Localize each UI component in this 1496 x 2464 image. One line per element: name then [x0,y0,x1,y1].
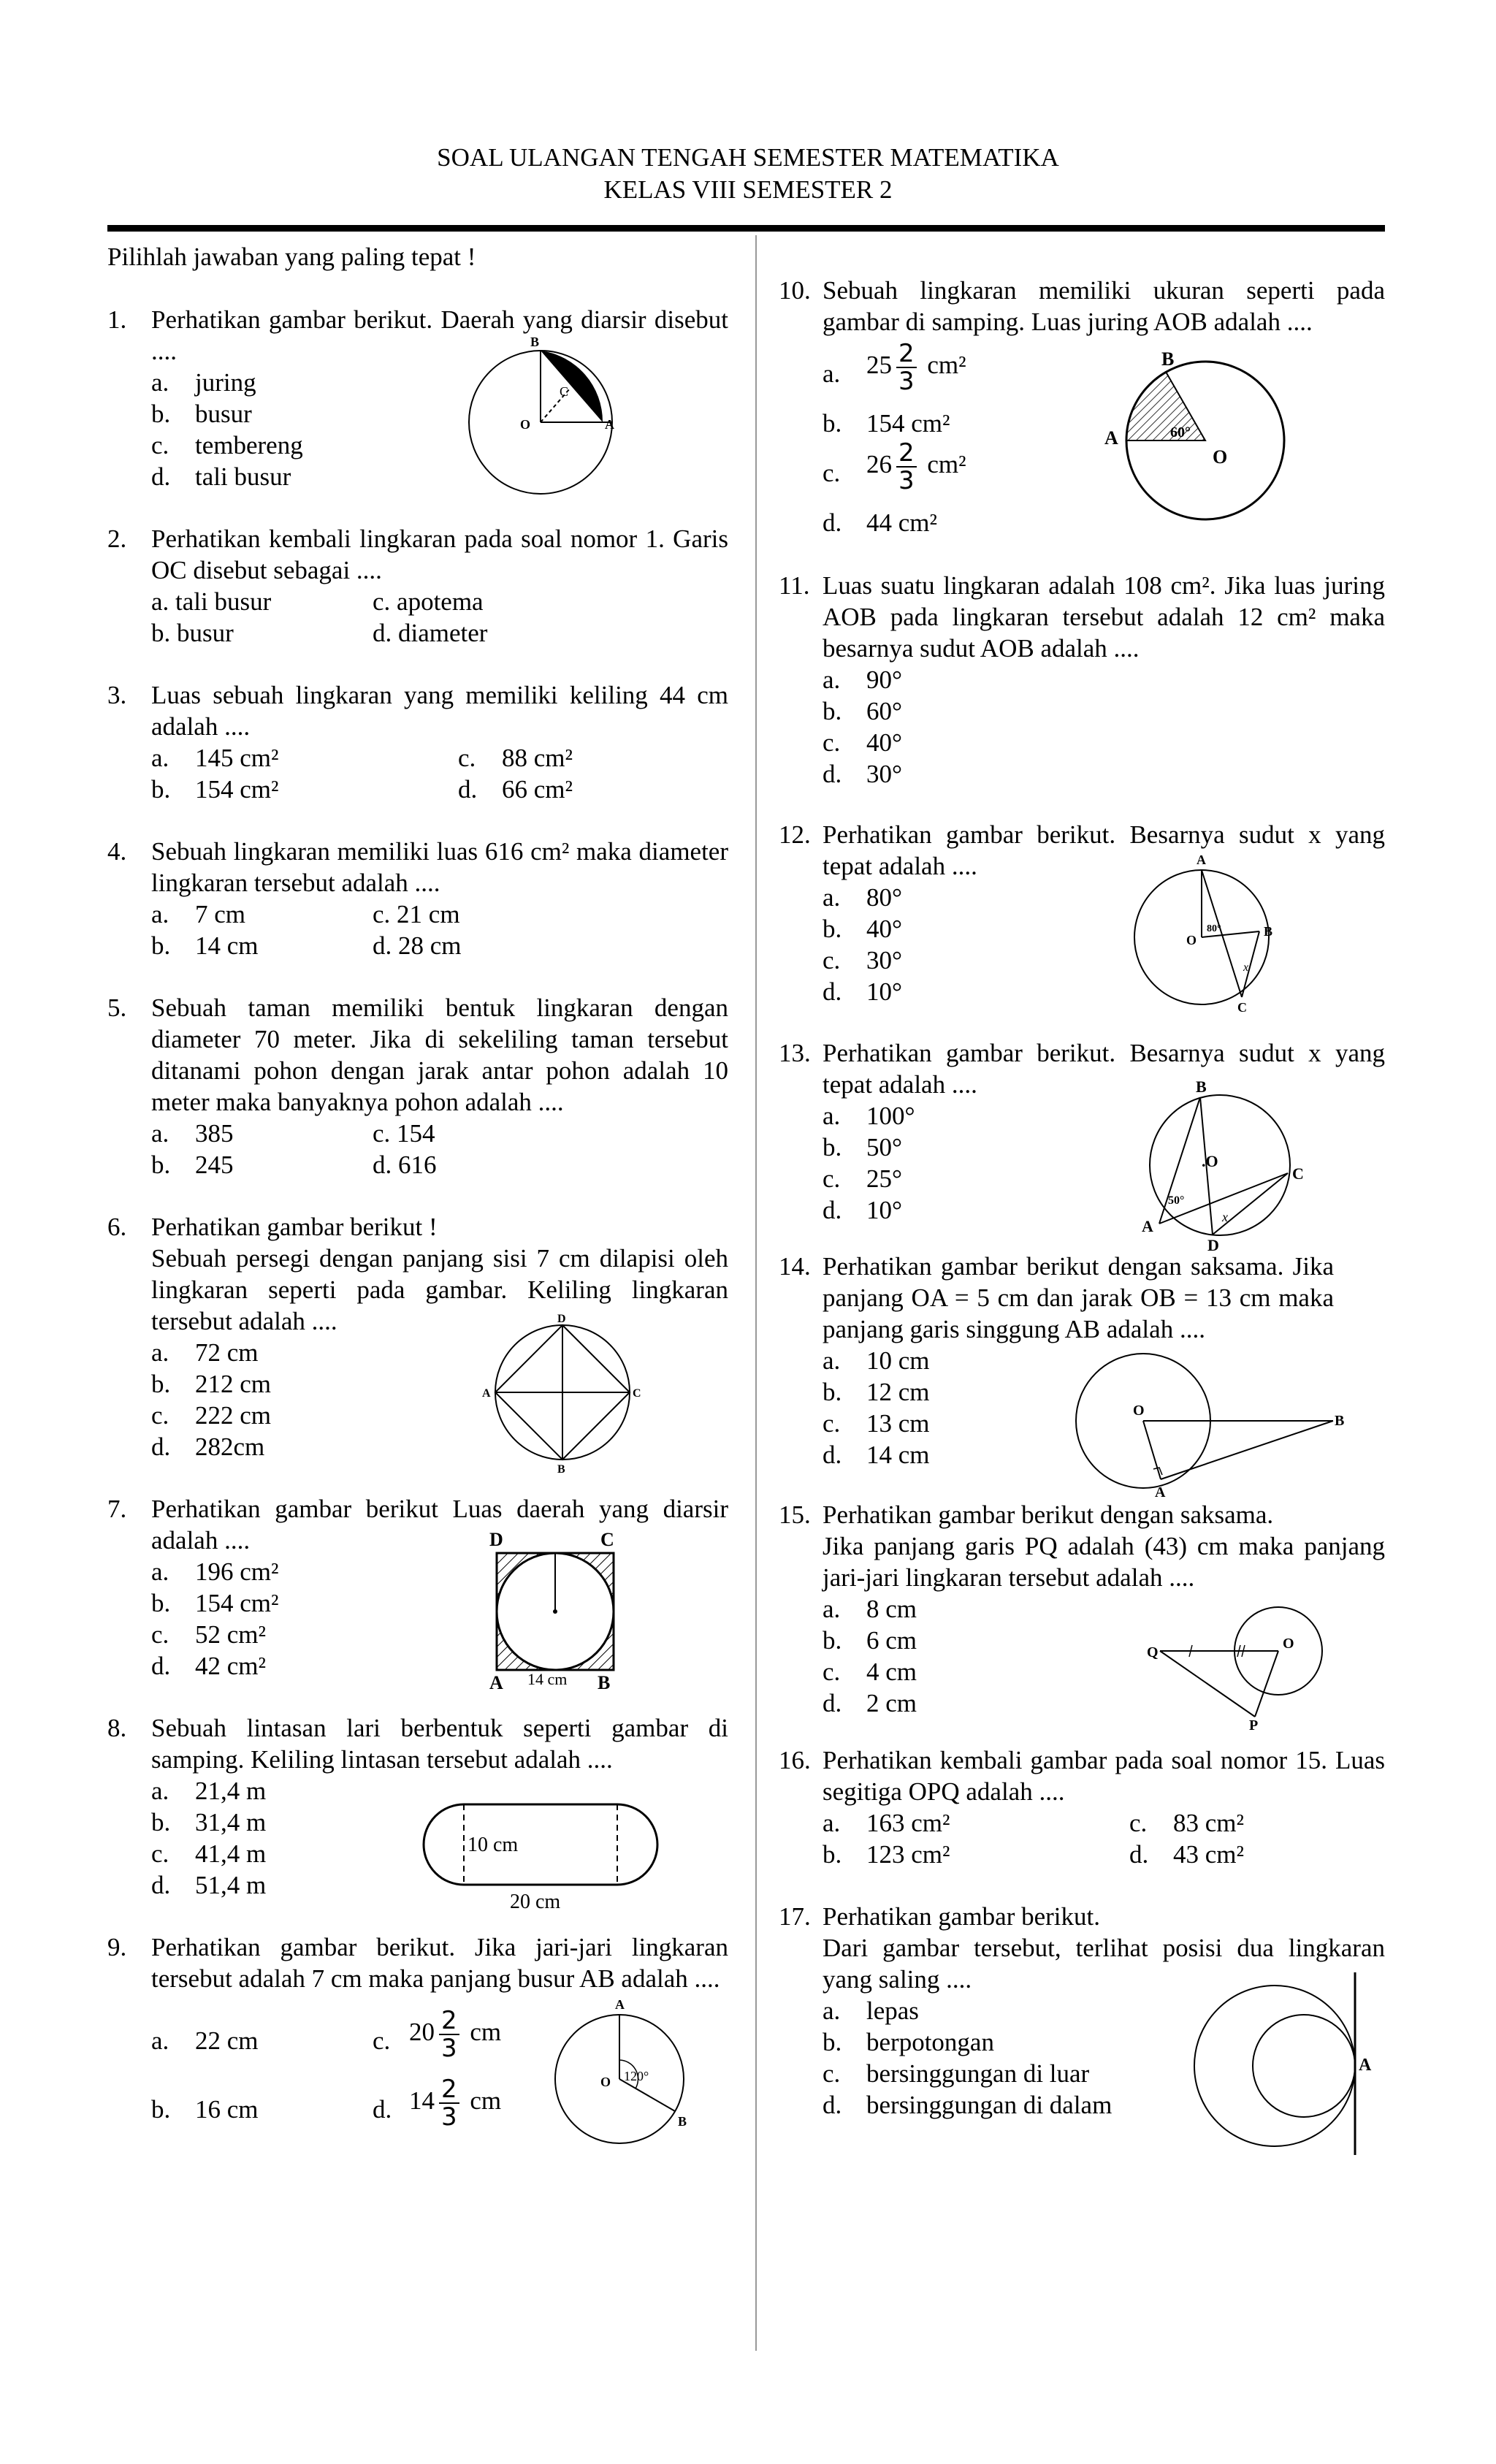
option-d-letter[interactable]: d. [151,1433,171,1461]
option-a-letter[interactable]: a. [823,1102,841,1130]
label-o: O [1186,933,1197,947]
option-a-letter[interactable]: a. [823,359,841,388]
question-text: Perhatikan gambar berikut Luas daerah yang diarsir adalah .... [151,1495,728,1555]
question-number: 4. [107,837,127,866]
question-text: Perhatikan gambar berikut. Jika jari-jari lingkaran tersebut adalah 7 cm maka panjang busur AB adalah .... [151,1933,728,1993]
option-b-letter[interactable]: b. [151,1370,171,1398]
option-b-letter[interactable]: b. [823,697,842,725]
question-text: Perhatikan kembali lingkaran pada soal nomor 1. Garis OC disebut sebagai .... [151,525,728,584]
figure-q10-sector [1103,349,1293,539]
instruction: Pilihlah jawaban yang paling tepat ! [107,243,476,271]
option-c[interactable]: 30° [866,946,902,974]
option-b-letter[interactable]: b. [823,1626,842,1655]
option-b-letter[interactable]: b. [151,400,171,428]
figure-q14-tangent [1070,1355,1362,1501]
option-b[interactable]: 40° [866,915,902,943]
option-c[interactable]: bersinggungan di luar [866,2059,1090,2088]
option-b-letter[interactable]: b. [151,1589,171,1617]
option-b-letter[interactable]: b. [823,1133,842,1162]
option-d[interactable]: 44 cm² [866,508,938,537]
option-b[interactable]: 6 cm [866,1626,917,1655]
option-d[interactable]: 2 cm [866,1689,917,1717]
figure-q12-circle [1118,851,1286,1019]
label-o: .O [1202,1152,1218,1170]
option-a[interactable]: 163 cm² [866,1809,950,1837]
option-d-letter[interactable]: d. [458,775,478,804]
question-text: Perhatikan gambar berikut. Besarnya sudut x yang tepat adalah .... [823,820,1385,880]
option-a[interactable]: juring [195,368,256,397]
option-c[interactable]: 41,4 m [195,1839,267,1868]
option-a-letter[interactable]: a. [151,1777,169,1805]
question-number: 3. [107,681,127,709]
label-angle: 50° [1168,1194,1185,1207]
option-d-letter[interactable]: d. [823,977,842,1006]
option-c[interactable]: 20 $\frac{2}{3}$ cm [409,2006,502,2063]
question-number: 14. [779,1252,811,1281]
option-c-letter[interactable]: c. [823,1164,841,1193]
option-c-letter[interactable]: c. [458,744,476,772]
option-a[interactable]: 7 cm [195,900,246,928]
option-b[interactable]: 60° [866,697,902,725]
option-b[interactable]: 16 cm [195,2095,259,2124]
option-d[interactable]: 66 cm² [502,775,573,804]
label-q: Q [1147,1644,1159,1660]
header-rule [107,225,1385,232]
label-b: B [1264,924,1273,939]
question-text: Sebuah taman memiliki bentuk lingkaran dengan diameter 70 meter. Jika di sekeliling taman tersebut ditanami pohon dengan jarak antar pohon adalah 10 meter maka banyaknya pohon adalah .... [151,993,728,1116]
figure-q6-square-in-circle [475,1315,650,1476]
question-text: Jika panjang garis PQ adalah (43) cm maka panjang jari-jari lingkaran tersebut adalah .... [823,1532,1385,1592]
option-d-letter[interactable]: d. [1129,1840,1149,1869]
option-b-letter[interactable]: b. [823,2028,842,2056]
option-d[interactable]: d. 616 [373,1151,437,1179]
option-a[interactable]: a. tali busur [151,587,272,616]
option-b[interactable]: 14 cm [195,931,259,960]
option-a[interactable]: 10 cm [866,1346,930,1375]
option-b[interactable]: b. busur [151,619,234,647]
option-d[interactable]: bersinggungan di dalam [866,2091,1113,2119]
option-b-letter[interactable]: b. [823,1378,842,1406]
option-c[interactable]: c. 21 cm [373,900,460,928]
label-angle: 120° [624,2069,649,2083]
option-a[interactable]: 22 cm [195,2026,259,2055]
option-d-letter[interactable]: d. [373,2095,392,2124]
question-text-intro: Perhatikan gambar berikut ! [151,1213,438,1241]
option-c-letter[interactable]: c. [823,1409,841,1438]
option-d-letter[interactable]: d. [823,1196,842,1224]
option-c-letter[interactable]: c. [823,1658,841,1686]
label-d: D [489,1529,503,1550]
label-o: O [600,2075,611,2089]
question-text: Perhatikan gambar berikut. Besarnya sudut x yang tepat adalah .... [823,1039,1385,1099]
option-c[interactable]: 13 cm [866,1409,930,1438]
question-number: 8. [107,1714,127,1742]
option-a-letter[interactable]: a. [151,1338,169,1367]
question-text: Perhatikan gambar berikut. Daerah yang diarsir disebut .... [151,305,728,365]
label-p: P [1249,1717,1259,1733]
option-b-letter[interactable]: b. [151,1151,171,1179]
option-b-letter[interactable]: b. [151,775,171,804]
option-d-letter[interactable]: d. [151,462,171,491]
label-x: x [1222,1210,1228,1224]
question-number: 12. [779,820,811,849]
option-d-letter[interactable]: d. [151,1652,171,1680]
option-c-letter[interactable]: c. [823,459,841,487]
option-b-letter[interactable]: b. [151,2095,171,2124]
option-a[interactable]: 145 cm² [195,744,279,772]
label-x: x [1243,961,1249,974]
option-d[interactable]: 14 $\frac{2}{3}$ cm [409,2075,502,2132]
figure-q13-circle [1129,1077,1318,1256]
option-b[interactable]: 123 cm² [866,1840,950,1869]
option-a[interactable]: 25 $\frac{2}{3}$ cm² [866,339,966,396]
option-a-letter[interactable]: a. [823,1809,841,1837]
option-d[interactable]: tali busur [195,462,291,491]
page-subtitle: KELAS VIII SEMESTER 2 [603,175,893,204]
option-c-letter[interactable]: c. [373,2026,391,2055]
option-d[interactable]: 51,4 m [195,1871,267,1899]
label-o: O [1213,446,1228,468]
option-c-letter[interactable]: c. [151,1401,169,1430]
question-text: Sebuah lingkaran memiliki luas 616 cm² maka diameter lingkaran tersebut adalah .... [151,837,728,897]
question-text: Perhatikan kembali gambar pada soal nomor 15. Luas segitiga OPQ adalah .... [823,1746,1385,1806]
label-c: C [1292,1164,1304,1183]
label-a: A [482,1387,491,1400]
option-d[interactable]: d. 28 cm [373,931,462,960]
option-d[interactable]: 30° [866,760,902,788]
option-b[interactable]: 50° [866,1133,902,1162]
option-d[interactable]: 282cm [195,1433,265,1461]
option-a[interactable]: 80° [866,883,902,912]
figure-q8-track [416,1797,665,1914]
label-d: D [1207,1236,1219,1254]
option-a-letter[interactable]: a. [823,1595,841,1623]
option-d[interactable]: 10° [866,1196,902,1224]
option-a[interactable]: 21,4 m [195,1777,267,1805]
figure-q7-circle-in-square [482,1527,628,1695]
question-text-intro: Perhatikan gambar berikut dengan saksama. [823,1500,1274,1529]
option-c-letter[interactable]: c. [151,431,169,459]
figure-q15-tangent [1147,1607,1322,1731]
option-c-letter[interactable]: c. [823,2059,841,2088]
label-b: B [530,335,540,349]
option-c-letter[interactable]: c. [1129,1809,1148,1837]
option-c[interactable]: 222 cm [195,1401,272,1430]
figure-q9-arc [555,1994,701,2155]
option-d[interactable]: d. diameter [373,619,488,647]
label-width: 20 cm [510,1891,561,1913]
option-c[interactable]: c. 154 [373,1119,435,1148]
option-c[interactable]: tembereng [195,431,303,459]
label-b: B [557,1463,565,1476]
option-d[interactable]: 10° [866,977,902,1006]
label-c: C [600,1529,614,1550]
question-number: 10. [779,276,811,305]
question-number: 7. [107,1495,127,1523]
option-a[interactable]: 72 cm [195,1338,259,1367]
option-c-letter[interactable]: c. [823,728,841,757]
question-number: 2. [107,525,127,553]
option-a-letter[interactable]: a. [151,1557,169,1586]
option-c[interactable]: 25° [866,1164,902,1193]
label-a: A [1155,1484,1166,1500]
label-o: O [1133,1403,1145,1419]
label-a: A [1359,2056,1372,2075]
label-a: A [1197,853,1206,867]
option-a[interactable]: 8 cm [866,1595,917,1623]
label-angle: 80° [1207,923,1221,934]
option-b[interactable]: busur [195,400,252,428]
option-b[interactable]: 212 cm [195,1370,272,1398]
option-d-letter[interactable]: d. [823,1441,842,1469]
option-b[interactable]: 154 cm² [195,1589,279,1617]
label-a: A [1104,427,1118,449]
option-b[interactable]: 154 cm² [866,409,950,438]
question-number: 13. [779,1039,811,1067]
page-title: SOAL ULANGAN TENGAH SEMESTER MATEMATIKA [437,143,1059,172]
option-b[interactable]: berpotongan [866,2028,994,2056]
option-b-letter[interactable]: b. [823,915,842,943]
question-text: Sebuah persegi dengan panjang sisi 7 cm dilapisi oleh lingkaran seperti pada gambar. Keliling lingkaran tersebut adalah .... [151,1244,728,1335]
label-b: B [598,1672,611,1693]
option-c-letter[interactable]: c. [151,1620,169,1649]
question-number: 9. [107,1933,127,1961]
question-number: 5. [107,993,127,1022]
option-a-letter[interactable]: a. [823,883,841,912]
label-b: B [1335,1413,1345,1429]
option-a[interactable]: lepas [866,1996,919,2025]
label-a: A [615,1997,625,2012]
option-b-letter[interactable]: b. [823,1840,842,1869]
option-a-letter[interactable]: a. [823,1996,841,2025]
question-text: Perhatikan gambar berikut dengan saksama. Jika panjang OA = 5 cm dan jarak OB = 13 cm maka panjang garis singgung AB adalah .... [823,1252,1334,1343]
question-text: Dari gambar tersebut, terlihat posisi dua lingkaran yang saling .... [823,1934,1385,1994]
label-b: B [1161,348,1175,370]
option-a-letter[interactable]: a. [151,1119,169,1148]
option-a-letter[interactable]: a. [151,2026,169,2055]
option-d-letter[interactable]: d. [823,508,842,537]
option-c[interactable]: 26 $\frac{2}{3}$ cm² [866,438,966,495]
option-a-letter[interactable]: a. [151,368,169,397]
column-divider [755,235,757,2351]
question-text: Luas sebuah lingkaran yang memiliki keliling 44 cm adalah .... [151,681,728,741]
label-a: A [489,1672,503,1693]
option-d[interactable]: 42 cm² [195,1652,267,1680]
label-c: C [560,384,569,399]
option-d[interactable]: 43 cm² [1173,1840,1245,1869]
figure-q1-circle [453,336,636,504]
option-d-letter[interactable]: d. [823,1689,842,1717]
option-d[interactable]: 14 cm [866,1441,930,1469]
option-a[interactable]: 90° [866,665,902,694]
question-number: 6. [107,1213,127,1241]
question-number: 11. [779,571,810,600]
option-d-letter[interactable]: d. [823,2091,842,2119]
figure-q17-circles [1220,1972,1372,2162]
label-a: A [605,417,614,432]
option-c[interactable]: 52 cm² [195,1620,267,1649]
option-a[interactable]: 385 [195,1119,234,1148]
option-c-letter[interactable]: c. [823,946,841,974]
option-c[interactable]: 4 cm [866,1658,917,1686]
option-b-letter[interactable]: b. [151,931,171,960]
option-a[interactable]: 196 cm² [195,1557,279,1586]
question-number: 1. [107,305,127,334]
question-number: 15. [779,1500,811,1529]
option-a-letter[interactable]: a. [151,744,169,772]
label-angle: 60° [1170,424,1191,440]
option-a-letter[interactable]: a. [823,665,841,694]
option-c-letter[interactable]: c. [151,1839,169,1868]
question-text: Sebuah lintasan lari berbentuk seperti gambar di samping. Keliling lintasan tersebut adalah .... [151,1714,728,1774]
option-d-letter[interactable]: d. [823,760,842,788]
option-c[interactable]: 40° [866,728,902,757]
question-text: Sebuah lingkaran memiliki ukuran seperti pada gambar di samping. Luas juring AOB adalah .... [823,276,1385,336]
option-a[interactable]: 100° [866,1102,915,1130]
label-side: 14 cm [527,1670,568,1688]
option-b-letter[interactable]: b. [823,409,842,438]
option-b[interactable]: 31,4 m [195,1808,267,1836]
option-b[interactable]: 154 cm² [195,775,279,804]
option-c[interactable]: 88 cm² [502,744,573,772]
label-o: O [520,417,531,432]
option-d-letter[interactable]: d. [151,1871,171,1899]
option-b[interactable]: 12 cm [866,1378,930,1406]
question-number: 16. [779,1746,811,1774]
label-c: C [633,1387,641,1400]
option-a-letter[interactable]: a. [151,900,169,928]
option-c[interactable]: c. apotema [373,587,484,616]
question-number: 17. [779,1902,811,1931]
question-text-intro: Perhatikan gambar berikut. [823,1902,1101,1931]
question-text: Luas suatu lingkaran adalah 108 cm². Jika luas juring AOB pada lingkaran tersebut adalah 12 cm² maka besarnya sudut AOB adalah .... [823,571,1385,663]
label-c: C [1237,1000,1247,1015]
label-o: O [1283,1636,1294,1652]
option-a-letter[interactable]: a. [823,1346,841,1375]
label-a: A [1142,1217,1153,1235]
label-b: B [678,2114,687,2129]
label-height: 10 cm [468,1834,519,1856]
option-b-letter[interactable]: b. [151,1808,171,1836]
label-b: B [1196,1077,1207,1096]
option-b[interactable]: 245 [195,1151,234,1179]
label-d: D [557,1313,566,1325]
option-c[interactable]: 83 cm² [1173,1809,1245,1837]
